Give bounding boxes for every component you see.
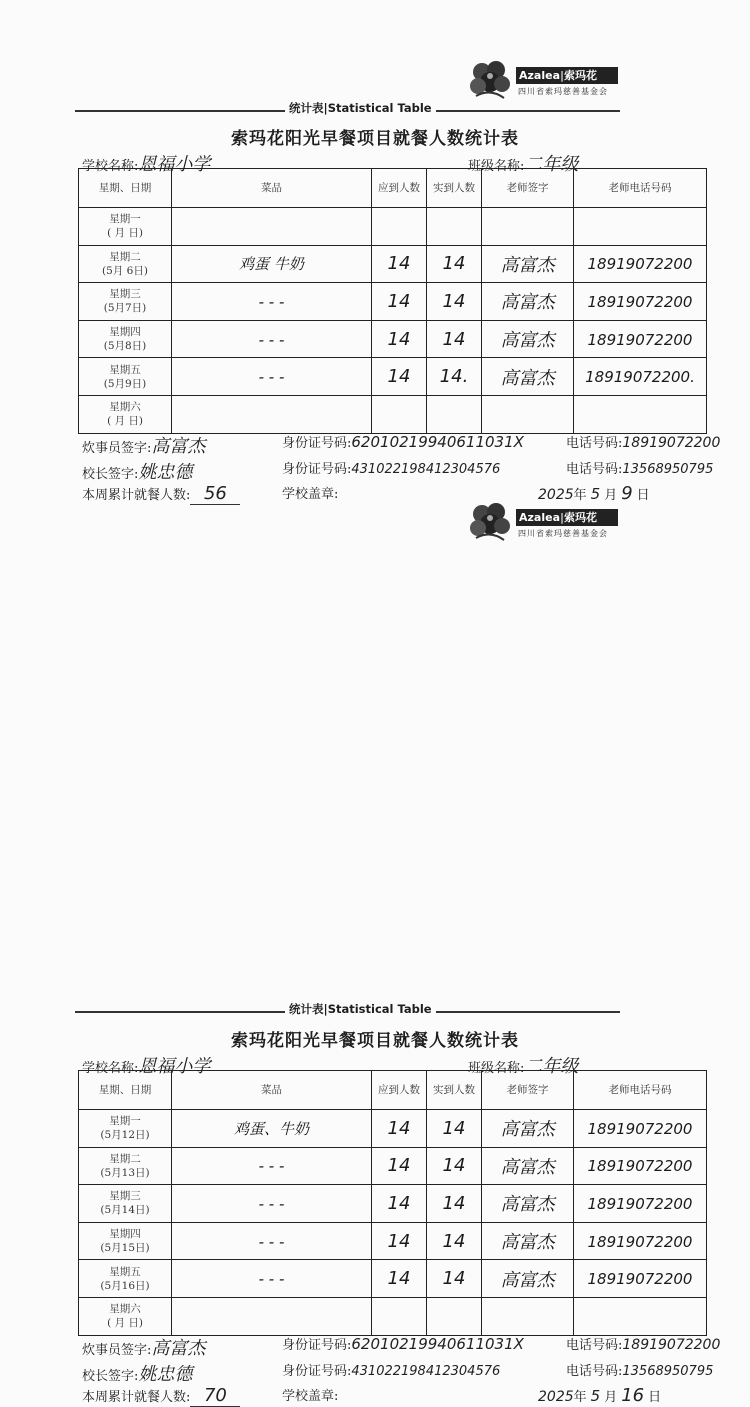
header-actual: 实到人数	[427, 1071, 482, 1110]
report-date: 2025年 5 月 16 日	[538, 1385, 662, 1406]
cook-id-value: 62010219940611031X	[351, 433, 524, 451]
date-label: (5月7日)	[103, 302, 147, 315]
day-date-cell	[79, 208, 172, 246]
day-date-cell	[79, 1297, 172, 1335]
actual-count: 14	[442, 1155, 466, 1177]
dish-cell	[172, 320, 372, 358]
date-month: 5	[590, 485, 601, 503]
table-header-row	[79, 169, 707, 208]
date-day: 16	[621, 1385, 645, 1406]
dish-value: 鸡蛋、牛奶	[233, 1119, 309, 1138]
brand-label: Azalea|索玛花	[516, 509, 618, 526]
actual-count: 14	[442, 1117, 466, 1139]
section-banner	[75, 1001, 620, 1017]
teacher-signature: 高富杰	[500, 1156, 555, 1178]
expected-cell	[372, 1110, 427, 1148]
banner-label: 统计表|Statistical Table	[285, 1001, 436, 1017]
weekday-label: 星期四	[109, 326, 141, 339]
dish-value: - - -	[258, 292, 285, 311]
actual-count: 14	[442, 1268, 466, 1290]
header-day-date: 星期、日期	[79, 1071, 172, 1110]
weekday-label: 星期一	[109, 213, 141, 226]
expected-count: 14	[387, 1268, 411, 1290]
school-value: 恩福小学	[138, 154, 211, 175]
weekday-label: 星期三	[109, 288, 141, 301]
phone-cell	[574, 358, 707, 396]
date-label: ( 月 日)	[107, 1317, 143, 1330]
teacher-cell	[482, 1297, 574, 1335]
azalea-flower-icon	[466, 58, 514, 102]
date-year: 2025	[538, 487, 574, 503]
foundation-name: 四川省索玛慈善基金会	[518, 87, 608, 96]
actual-cell	[427, 1260, 482, 1298]
teacher-cell	[482, 395, 574, 433]
table-row	[79, 1222, 707, 1260]
teacher-signature: 高富杰	[500, 330, 555, 352]
teacher-cell	[482, 1185, 574, 1223]
cook-signature-field: 炊事员签字:高富杰	[82, 1338, 206, 1359]
dish-cell	[172, 1110, 372, 1148]
phone-cell	[574, 1110, 707, 1148]
date-label: (5月8日)	[103, 340, 147, 353]
banner-label: 统计表|Statistical Table	[285, 100, 436, 116]
report-date: 2025年 5 月 9 日	[538, 483, 650, 504]
date-label: (5月14日)	[100, 1204, 150, 1217]
principal-signature: 姚忠德	[138, 462, 193, 483]
teacher-phone: 18919072200	[587, 1119, 693, 1138]
table-row	[79, 245, 707, 283]
cook-phone-field: 电话号码:18919072200	[566, 1337, 721, 1353]
date-label: (5月 6日)	[102, 264, 148, 277]
expected-cell	[372, 1147, 427, 1185]
weekday-label: 星期六	[109, 401, 141, 414]
weekday-label: 星期六	[109, 1303, 141, 1316]
actual-count: 14	[442, 328, 466, 350]
teacher-cell	[482, 208, 574, 246]
date-label: ( 月 日)	[107, 227, 143, 240]
principal-id-value: 431022198412304576	[351, 462, 501, 477]
principal-signature-field: 校长签字:姚忠德	[82, 1364, 193, 1385]
date-label: (5月12日)	[100, 1129, 150, 1142]
teacher-signature: 高富杰	[500, 1119, 555, 1141]
phone-cell	[574, 283, 707, 321]
expected-count: 14	[387, 290, 411, 312]
expected-count: 14	[387, 1155, 411, 1177]
dish-cell	[172, 395, 372, 433]
teacher-signature: 高富杰	[500, 1194, 555, 1216]
expected-cell	[372, 283, 427, 321]
expected-count: 14	[387, 1192, 411, 1214]
phone-cell	[574, 320, 707, 358]
weekly-total-value: 56	[190, 483, 240, 505]
form-title: 索玛花阳光早餐项目就餐人数统计表	[231, 1031, 519, 1051]
cook-signature: 高富杰	[151, 1338, 206, 1359]
dish-value: 鸡蛋 牛奶	[239, 255, 304, 274]
grade-value: 二年级	[524, 1056, 579, 1077]
expected-count: 14	[387, 1230, 411, 1252]
principal-phone-value: 13568950795	[622, 1364, 714, 1379]
teacher-cell	[482, 283, 574, 321]
actual-count: 14	[442, 1230, 466, 1252]
principal-signature: 姚忠德	[138, 1364, 193, 1385]
day-date-cell	[79, 1147, 172, 1185]
date-label: (5月15日)	[100, 1242, 150, 1255]
teacher-signature: 高富杰	[500, 254, 555, 276]
header-dish: 菜品	[172, 1071, 372, 1110]
weekday-label: 星期五	[109, 363, 141, 376]
expected-cell	[372, 1185, 427, 1223]
actual-cell	[427, 208, 482, 246]
dish-cell	[172, 208, 372, 246]
school-value: 恩福小学	[138, 1056, 211, 1077]
phone-cell	[574, 208, 707, 246]
expected-count: 14	[387, 1117, 411, 1139]
teacher-cell	[482, 1222, 574, 1260]
cook-phone-value: 18919072200	[622, 435, 721, 451]
actual-cell	[427, 1185, 482, 1223]
cook-signature: 高富杰	[151, 436, 206, 457]
dish-value: - - -	[258, 1232, 285, 1251]
teacher-cell	[482, 1110, 574, 1148]
actual-cell	[427, 1147, 482, 1185]
actual-cell	[427, 358, 482, 396]
meal-count-table	[78, 1070, 707, 1336]
phone-cell	[574, 1185, 707, 1223]
grade-label: 班级名称:	[468, 159, 525, 174]
header-day-date: 星期、日期	[79, 169, 172, 208]
principal-id-field: 身份证号码:431022198412304576	[282, 462, 501, 477]
azalea-flower-icon	[466, 500, 514, 544]
section-banner	[75, 100, 620, 116]
header-actual: 实到人数	[427, 169, 482, 208]
phone-cell	[574, 395, 707, 433]
principal-id-field: 身份证号码:431022198412304576	[282, 1364, 501, 1379]
dish-value: - - -	[258, 1270, 285, 1289]
expected-cell	[372, 1297, 427, 1335]
header-teacher-sign: 老师签字	[482, 169, 574, 208]
actual-cell	[427, 1297, 482, 1335]
weekday-label: 星期五	[109, 1265, 141, 1278]
table-row	[79, 1297, 707, 1335]
table-header-row	[79, 1071, 707, 1110]
weekly-total-field: 本周累计就餐人数: 70	[82, 1385, 240, 1407]
grade-label: 班级名称:	[468, 1061, 525, 1076]
teacher-signature: 高富杰	[500, 367, 555, 389]
actual-cell	[427, 320, 482, 358]
header-teacher-sign: 老师签字	[482, 1071, 574, 1110]
brand-label: Azalea|索玛花	[516, 67, 618, 84]
dish-cell	[172, 358, 372, 396]
date-day: 9	[621, 483, 633, 504]
phone-cell	[574, 1297, 707, 1335]
actual-cell	[427, 1110, 482, 1148]
teacher-cell	[482, 1260, 574, 1298]
date-label: (5月13日)	[100, 1166, 150, 1179]
cook-id-value: 62010219940611031X	[351, 1335, 524, 1353]
teacher-phone: 18919072200	[587, 1270, 693, 1289]
date-label: (5月16日)	[100, 1279, 150, 1292]
teacher-cell	[482, 245, 574, 283]
teacher-phone: 18919072200.	[585, 368, 695, 387]
teacher-signature: 高富杰	[500, 1232, 555, 1254]
dish-value: - - -	[258, 330, 285, 349]
meal-count-table	[78, 168, 707, 434]
actual-cell	[427, 1222, 482, 1260]
header-expected: 应到人数	[372, 169, 427, 208]
school-label: 学校名称:	[82, 159, 139, 174]
cook-phone-field: 电话号码:18919072200	[566, 435, 721, 451]
actual-cell	[427, 245, 482, 283]
school-seal-field: 学校盖章:	[282, 1389, 339, 1404]
header-expected: 应到人数	[372, 1071, 427, 1110]
dish-value: - - -	[258, 1157, 285, 1176]
phone-cell	[574, 1260, 707, 1298]
principal-signature-field: 校长签字:姚忠德	[82, 462, 193, 483]
dish-cell	[172, 283, 372, 321]
table-row	[79, 1260, 707, 1298]
actual-count: 14	[442, 253, 466, 275]
day-date-cell	[79, 358, 172, 396]
table-row	[79, 358, 707, 396]
teacher-cell	[482, 1147, 574, 1185]
dish-cell	[172, 1185, 372, 1223]
table-row	[79, 1110, 707, 1148]
expected-cell	[372, 358, 427, 396]
phone-cell	[574, 1222, 707, 1260]
expected-cell	[372, 1260, 427, 1298]
form-title: 索玛花阳光早餐项目就餐人数统计表	[231, 129, 519, 149]
weekday-label: 星期二	[109, 1152, 141, 1165]
teacher-cell	[482, 358, 574, 396]
foundation-logo	[466, 58, 618, 102]
principal-id-value: 431022198412304576	[351, 1364, 501, 1379]
actual-count: 14.	[439, 366, 469, 388]
foundation-name: 四川省索玛慈善基金会	[518, 529, 608, 538]
date-label: (5月9日)	[103, 377, 147, 390]
principal-phone-field: 电话号码:13568950795	[566, 462, 714, 477]
expected-cell	[372, 245, 427, 283]
dish-cell	[172, 245, 372, 283]
expected-count: 14	[387, 366, 411, 388]
teacher-phone: 18919072200	[587, 1232, 693, 1251]
school-seal-field: 学校盖章:	[282, 487, 339, 502]
dish-cell	[172, 1147, 372, 1185]
teacher-phone: 18919072200	[587, 1157, 693, 1176]
header-dish: 菜品	[172, 169, 372, 208]
cook-signature-field: 炊事员签字:高富杰	[82, 436, 206, 457]
day-date-cell	[79, 1260, 172, 1298]
expected-count: 14	[387, 328, 411, 350]
teacher-phone: 18919072200	[587, 330, 693, 349]
teacher-signature: 高富杰	[500, 1269, 555, 1291]
actual-count: 14	[442, 290, 466, 312]
dish-cell	[172, 1260, 372, 1298]
cook-id-field: 身份证号码:62010219940611031X	[282, 1335, 524, 1353]
teacher-phone: 18919072200	[587, 255, 693, 274]
dish-value: - - -	[258, 368, 285, 387]
expected-cell	[372, 395, 427, 433]
table-row	[79, 1147, 707, 1185]
header-teacher-phone: 老师电话号码	[574, 169, 707, 208]
phone-cell	[574, 245, 707, 283]
table-row	[79, 395, 707, 433]
dish-cell	[172, 1297, 372, 1335]
table-row	[79, 283, 707, 321]
teacher-phone: 18919072200	[587, 1194, 693, 1213]
expected-cell	[372, 208, 427, 246]
day-date-cell	[79, 283, 172, 321]
actual-cell	[427, 395, 482, 433]
teacher-phone: 18919072200	[587, 292, 693, 311]
weekday-label: 星期四	[109, 1228, 141, 1241]
cook-id-field: 身份证号码:62010219940611031X	[282, 433, 524, 451]
teacher-cell	[482, 320, 574, 358]
foundation-logo	[466, 500, 618, 544]
cook-phone-value: 18919072200	[622, 1337, 721, 1353]
day-date-cell	[79, 320, 172, 358]
expected-cell	[372, 320, 427, 358]
weekly-total-field: 本周累计就餐人数: 56	[82, 483, 240, 505]
actual-cell	[427, 283, 482, 321]
dish-value: - - -	[258, 1194, 285, 1213]
expected-cell	[372, 1222, 427, 1260]
weekday-label: 星期二	[109, 250, 141, 263]
table-row	[79, 1185, 707, 1223]
header-teacher-phone: 老师电话号码	[574, 1071, 707, 1110]
teacher-signature: 高富杰	[500, 292, 555, 314]
day-date-cell	[79, 1222, 172, 1260]
school-label: 学校名称:	[82, 1061, 139, 1076]
date-label: ( 月 日)	[107, 415, 143, 428]
day-date-cell	[79, 1185, 172, 1223]
phone-cell	[574, 1147, 707, 1185]
day-date-cell	[79, 1110, 172, 1148]
date-month: 5	[590, 1387, 601, 1405]
date-year: 2025	[538, 1389, 574, 1405]
expected-count: 14	[387, 253, 411, 275]
table-row	[79, 208, 707, 246]
principal-phone-field: 电话号码:13568950795	[566, 1364, 714, 1379]
day-date-cell	[79, 395, 172, 433]
table-row	[79, 320, 707, 358]
actual-count: 14	[442, 1192, 466, 1214]
grade-value: 二年级	[524, 154, 579, 175]
dish-cell	[172, 1222, 372, 1260]
weekday-label: 星期三	[109, 1190, 141, 1203]
day-date-cell	[79, 245, 172, 283]
weekly-total-value: 70	[190, 1385, 240, 1407]
weekday-label: 星期一	[109, 1115, 141, 1128]
principal-phone-value: 13568950795	[622, 462, 714, 477]
